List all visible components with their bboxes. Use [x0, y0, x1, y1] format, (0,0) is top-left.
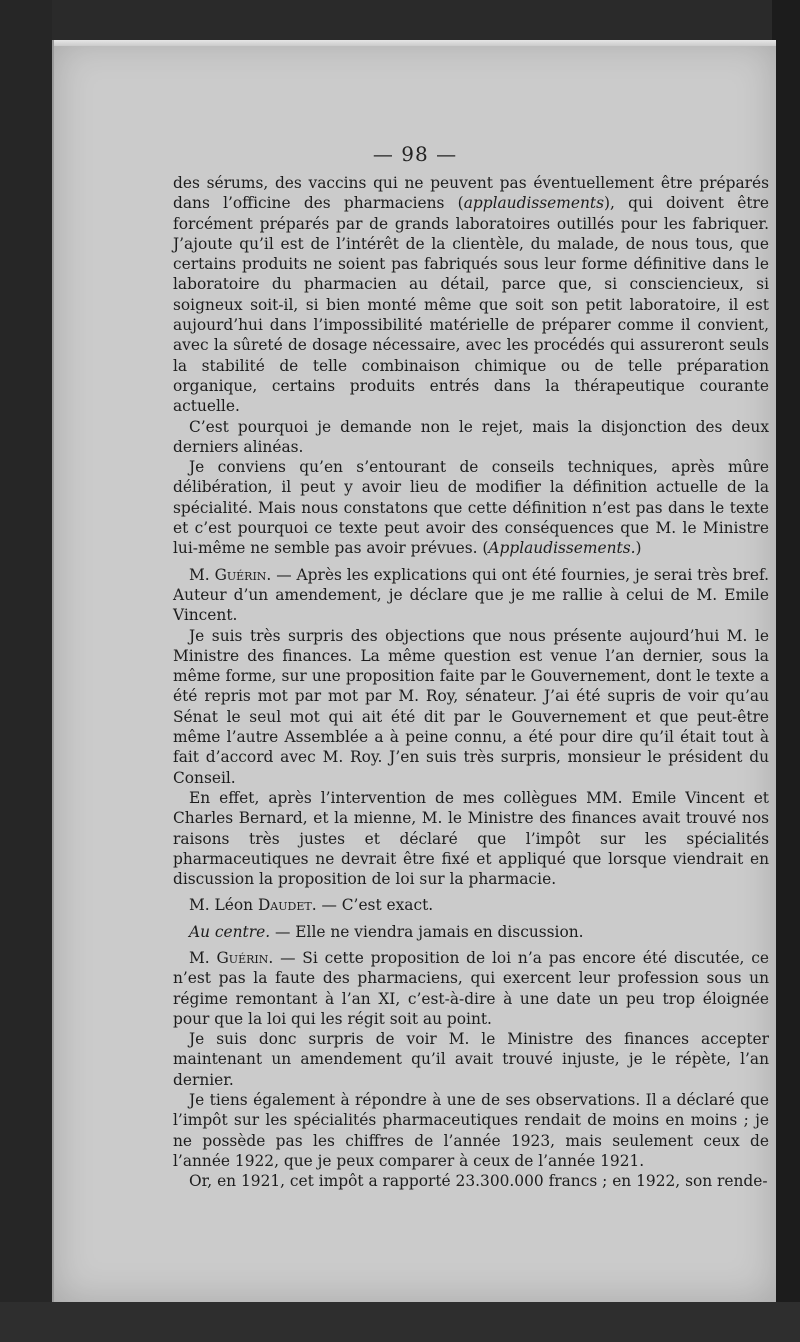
- paragraph: [173, 895, 769, 915]
- text-run: C’est pourquoi je demande non le rejet, mais la disjonction des deux derniers alinéas.: [173, 417, 769, 456]
- text-run: ): [635, 539, 642, 558]
- speaker-name: Guérin: [214, 565, 267, 584]
- text-run: Je tiens également à répondre à une de ses observations. Il a déclaré que l’impôt sur les spécialités pharmaceutiques rendait de moins en moins ; je ne possède pas les chiffres de l’année 1923, mais seulement ceux de l’année 1922, que je peux comparer à ceux de l’année 1921.: [173, 1091, 769, 1170]
- paragraph: [173, 173, 769, 417]
- text-run: . — Après les explications qui ont été fournies, je serai très bref. Auteur d’un amendement, je déclare que je me rallie à celui de M. Emile Vincent.: [173, 565, 769, 625]
- text-run: M.: [189, 565, 215, 584]
- text-run: En effet, après l’intervention de mes collègues MM. Emile Vincent et Charles Bernard, et la mienne, M. le Ministre des finances avait trouvé nos raisons très justes et déclaré que l’impôt sur les spécialités pharmaceutiques ne devrait être fixé et appliqué que lorsque viendrait en discussion la proposition de loi sur la pharmacie.: [173, 788, 769, 889]
- paragraph: [173, 922, 769, 942]
- text-run: des sérums, des vaccins qui ne peuvent pas éventuellement être préparés dans l’officine des pharmaciens (: [173, 174, 769, 213]
- scan-background-right: [772, 0, 800, 1342]
- paragraph: [173, 417, 769, 458]
- paragraph: [173, 626, 769, 788]
- text-run: M.: [189, 948, 217, 967]
- scan-background-left: [0, 0, 52, 1342]
- paragraph: [173, 1029, 769, 1090]
- italic-text: applaudissements: [463, 194, 604, 213]
- speaker-name: Daudet: [257, 896, 312, 915]
- text-run: Je suis très surpris des objections que nous présente aujourd’hui M. le Ministre des finances. La même question est venue l’an dernier, sous la même forme, sur une proposition faite par le Gouvernement, dont le texte a été repris mot par mot par M. Roy, sénateur. J’ai été supris de voir qu’au Sénat le seul mot qui ait été dit par le Gouvernement et que peut-être même l’autre Assemblée a à peine connu, a été pour dire qu’il était tout à fait d’accord avec M. Roy. J’en suis très surpris, monsieur le président du Conseil.: [173, 626, 769, 787]
- italic-text: Au centre.: [189, 922, 271, 941]
- text-run: ), qui doivent être forcément préparés par de grands laboratoires outillés pour les fabriquer. J’ajoute qu’il est de l’intérêt de la clientèle, du malade, de nous tous, que certains produits ne soient pas fabriqués sous leur forme définitive dans le laboratoire du pharmacien au détail, parce que, si consciencieux, si soigneux soit-il, si bien monté même que soit son petit laboratoire, il est aujourd’hui dans l’impossibilité matérielle de préparer comme il convient, avec la sûreté de dosage nécessaire, avec les procédés qui assureront seuls la stabilité de telle combinaison chimique ou de telle préparation organique, certains produits entrés dans la thérapeutique courante actuelle.: [173, 194, 769, 416]
- paragraph: [173, 565, 769, 626]
- paragraph: [173, 1090, 769, 1171]
- paragraph: [173, 788, 769, 889]
- text-run: . — Si cette proposition de loi n’a pas encore été discutée, ce n’est pas la faute des pharmaciens, qui exercent leur profession sous un régime remontant à l’an XI, c’est-à-dire à une date un peu trop éloignée pour que la loi qui les régit soit au point.: [173, 948, 770, 1028]
- text-run: — Elle ne viendra jamais en discussion.: [270, 922, 584, 941]
- page-edge: [54, 40, 776, 46]
- paragraph: [173, 1171, 769, 1191]
- text-run: M. Léon: [189, 896, 258, 915]
- body-text: [173, 173, 769, 1192]
- paragraph: [173, 948, 769, 1029]
- document-page: [52, 40, 776, 1302]
- italic-text: Applaudissements.: [488, 539, 636, 558]
- text-run: Or, en 1921, cet impôt a rapporté 23.300.000 francs ; en 1922, son rende-: [189, 1172, 768, 1191]
- speaker-name: Guérin: [216, 948, 269, 967]
- text-run: Je conviens qu’en s’entourant de conseils techniques, après mûre délibération, il peut y avoir lieu de modifier la définition actuelle de la spécialité. Mais nous constatons que cette définition n’est pas dans le texte et c’est pourquoi ce texte peut avoir des conséquences que M. le Ministre lui-même ne semble pas avoir prévues. (: [173, 458, 769, 558]
- text-run: . — C’est exact.: [311, 896, 434, 915]
- paragraph: [173, 457, 769, 558]
- text-run: Je suis donc surpris de voir M. le Ministre des finances accepter maintenant un amendement qu’il avait trouvé injuste, je le répète, l’an dernier.: [173, 1030, 769, 1089]
- scan-background-bottom: [0, 1302, 800, 1342]
- page-number: — 98 —: [372, 142, 458, 166]
